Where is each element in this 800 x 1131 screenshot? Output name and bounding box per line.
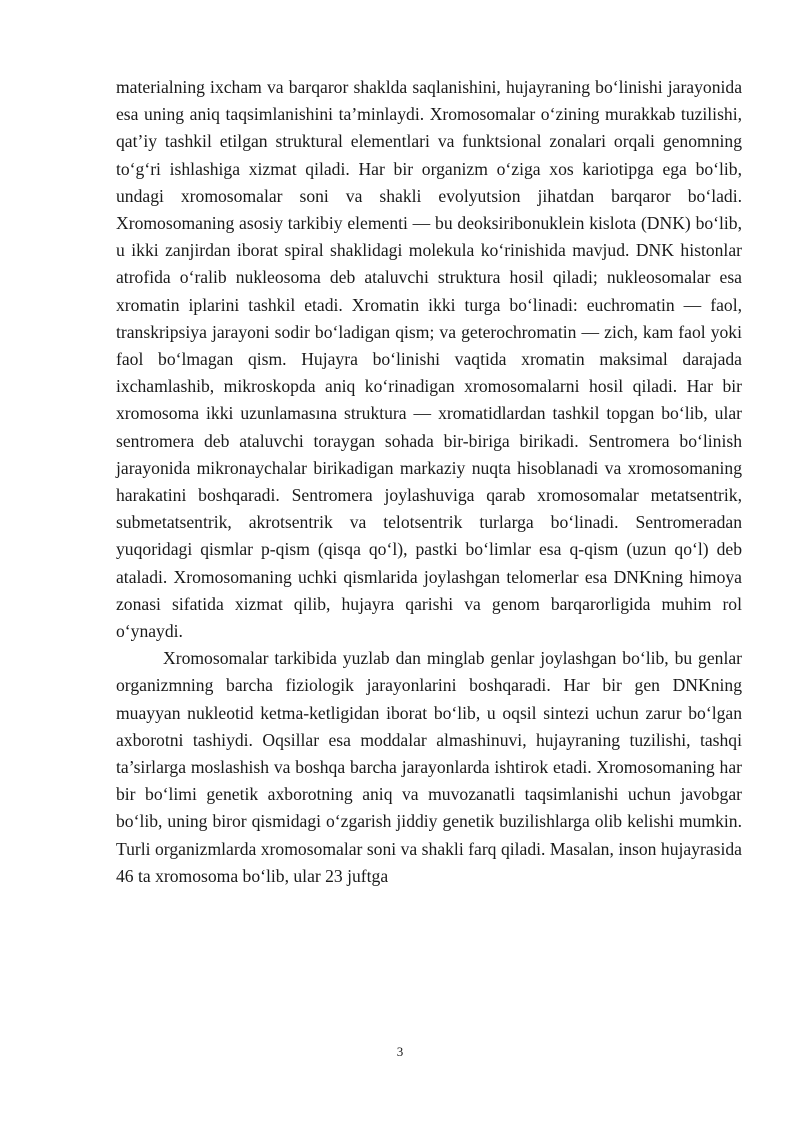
paragraph-genes: Xromosomalar tarkibida yuzlab dan minglab genlar joylashgan bo‘lib, bu genlar organizmning barcha fiziologik jarayonlarini boshqaradi. Har bir gen DNKning muayyan nukleotid ketma-ketligidan iborat bo‘lib, u oqsil sintezi uchun zarur bo‘lgan axborotni tashiydi. Oqsillar esa moddalar almashinuvi, hujayraning tuzilishi, tashqi ta’sirlarga moslashish va boshqa barcha jarayonlarda ishtirok etadi. Xromosomaning har bir bo‘limi genetik axborotning aniq va muvozanatli taqsimlanishi uchun javobgar bo‘lib, uning biror qismidagi o‘zgarish jiddiy genetik buzilishlarga olib kelishi mumkin. Turli organizmlarda xromosomalar soni va shakli farq qiladi. Masalan, inson hujayrasida 46 ta xromosoma bo‘lib, ular 23 juftga	[116, 648, 742, 886]
body-text	[116, 74, 742, 890]
page-number: 3	[396, 1044, 404, 1059]
paragraph-continuation: materialning ixcham va barqaror shaklda saqlanishini, hujayraning bo‘linishi jarayonida esa uning aniq taqsimlanishini ta’minlaydi. Xromosomalar o‘zining murakkab tuzilishi, qat’iy tashkil etilgan struktural elementlari va funktsional zonalari orqali genomning to‘g‘ri ishlashiga xizmat qiladi. Har bir organizm o‘ziga xos kariotipga ega bo‘lib, undagi xromosomalar soni va shakli evolyutsion jihatdan barqaror bo‘ladi. Xromosomaning asosiy tarkibiy elementi — bu deoksiribonuklein kislota (DNK) bo‘lib, u ikki zanjirdan iborat spiral shaklidagi molekula ko‘rinishida mavjud. DNK histonlar atrofida o‘ralib nukleosoma deb ataluvchi struktura hosil qiladi; nukleosomalar esa xromatin iplarini tashkil etadi. Xromatin ikki turga bo‘linadi: euchromatin — faol, transkripsiya jarayoni sodir bo‘ladigan qism; va geterochromatin — zich, kam faol yoki faol bo‘lmagan qism. Hujayra bo‘linishi vaqtida xromatin maksimal darajada ixchamlashib, mikroskopda aniq ko‘rinadigan xromosomalarni hosil qiladi. Har bir xromosoma ikki uzunlamasına struktura — xromatidlardan tashkil topgan bo‘lib, ular sentromera deb ataluvchi toraygan sohada bir-biriga birikadi. Sentromera bo‘linish jarayonida mikronaychalar birikadigan markaziy nuqta hisoblanadi va xromosomaning harakatini boshqaradi. Sentromera joylashuviga qarab xromosomalar metatsentrik, submetatsentrik, akrotsentrik va telotsentrik turlarga bo‘linadi. Sentromeradan yuqoridagi qismlar p-qism (qisqa qo‘l), pastki bo‘limlar esa q-qism (uzun qo‘l) deb ataladi. Xromosomaning uchki qismlarida joylashgan telomerlar esa DNKning himoya zonasi sifatida xizmat qilib, hujayra qarishi va genom barqarorligida muhim rol o‘ynaydi.	[116, 77, 742, 642]
